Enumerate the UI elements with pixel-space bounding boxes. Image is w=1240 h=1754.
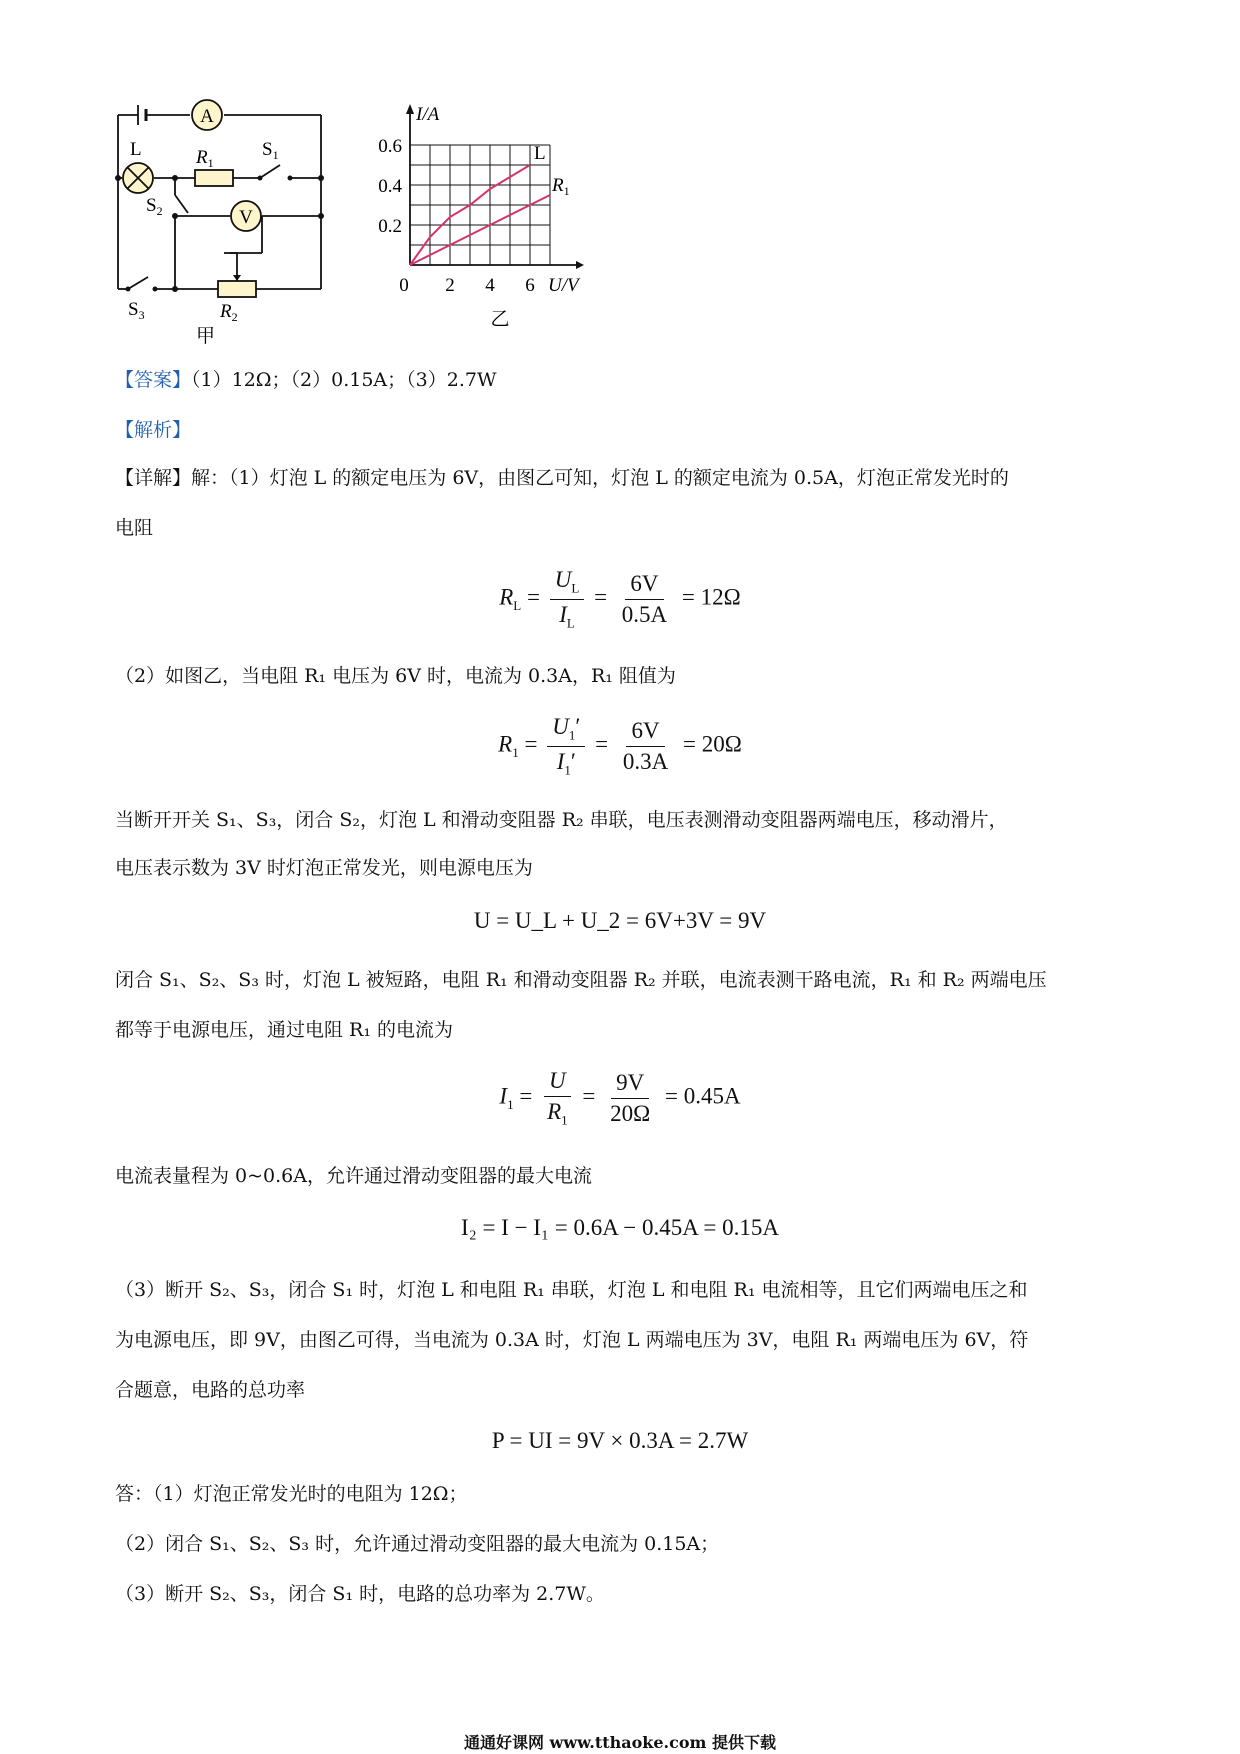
detail-p4-line1: 闭合 S₁、S₂、S₃ 时，灯泡 L 被短路，电阻 R₁ 和滑动变阻器 R₂ 并联，电流表测干路电流，R₁ 和 R₂ 两端电压 — [115, 969, 1047, 991]
y-axis-label: I/A — [416, 104, 440, 125]
answer-line — [115, 368, 496, 392]
detail-p3-line1: 当断开开关 S₁、S₃，闭合 S₂，灯泡 L 和滑动变阻器 R₂ 串联，电压表测滑动变阻器两端电压，移动滑片， — [115, 809, 1008, 831]
detail-p1-line1: 解：（1）灯泡 L 的额定电压为 6V，由图乙可知，灯泡 L 的额定电流为 0.5A，灯泡正常发光时的 — [191, 467, 1009, 489]
x-tick-label: 2 — [445, 275, 455, 296]
svg-text:V: V — [239, 207, 253, 228]
detail-p6-line2: 为电源电压，即 9V，由图乙可得，当电流为 0.3A 时，灯泡 L 两端电压为 3V，电阻 R₁ 两端电压为 6V，符 — [115, 1329, 1029, 1351]
s1-label: $S_1$ — [262, 139, 279, 162]
x-axis-label: U/V — [548, 275, 579, 296]
r2-label: $R_2$ — [220, 301, 238, 324]
equation-4: $I_1$ = $\frac{U}{R_1}$ = $\frac{9V}{20\Omega}$ = 0.45A — [499, 1068, 741, 1128]
detail-p2-line1: （2）如图乙，当电阻 R₁ 电压为 6V 时，电流为 0.3A，R₁ 阻值为 — [115, 665, 676, 687]
detail-p5-line1: 电流表量程为 0~0.6A，允许通过滑动变阻器的最大电流 — [115, 1165, 592, 1187]
y-axis-arrow — [406, 104, 414, 114]
conclusion-line-2: （2）闭合 S₁、S₂、S₃ 时，允许通过滑动变阻器的最大电流为 0.15A； — [115, 1533, 720, 1555]
curve-label-lamp: L — [534, 143, 546, 164]
y-tick-label: 0.4 — [378, 176, 402, 197]
detail-p6-line1: （3）断开 S₂、S₃，闭合 S₁ 时，灯泡 L 和电阻 R₁ 串联，灯泡 L 和电阻 R₁ 电流相等，且它们两端电压之和 — [115, 1279, 1028, 1301]
equation-1: $R_L$ = $\frac{U_L}{I_L}$ = $\frac{6V}{0.5A}$ = 12Ω — [499, 567, 741, 631]
y-tick-label: 0.2 — [378, 216, 402, 237]
svg-text:A: A — [200, 106, 214, 127]
conclusion-line-1: 答：（1）灯泡正常发光时的电阻为 12Ω； — [115, 1483, 468, 1505]
equation-2: $R_1$ = $\frac{U_1'}{I_1'}$ = $\frac{6V}{0.3A}$ = 20Ω — [498, 714, 742, 778]
equation-5: I₂ = I − I₁ = 0.6A − 0.45A = 0.15A — [461, 1215, 779, 1240]
x-tick-label: 0 — [399, 275, 409, 296]
x-tick-label: 6 — [525, 275, 535, 296]
r1-label: $R_1$ — [196, 147, 214, 170]
detail-tag: 【详解】 — [115, 467, 192, 489]
lamp-icon — [123, 163, 153, 193]
voltmeter-icon — [231, 201, 261, 231]
detail-p1-line2: 电阻 — [115, 517, 154, 539]
ammeter-icon — [192, 100, 222, 130]
footer: 通通好课网 www.tthaoke.com 提供下载 — [463, 1733, 777, 1752]
x-axis-arrow — [576, 261, 584, 269]
detail-p6-line3: 合题意，电路的总功率 — [115, 1379, 306, 1401]
lamp-label: L — [130, 139, 142, 160]
s2-label: $S_2$ — [146, 195, 163, 218]
circuit-diagram — [100, 95, 340, 350]
curve-label-r1: $R_1$ — [552, 175, 570, 198]
detail-p3-line2: 电压表示数为 3V 时灯泡正常发光，则电源电压为 — [115, 857, 533, 879]
detail-line-1 — [115, 466, 1009, 490]
figure-jia-caption: 甲 — [196, 326, 216, 347]
answer-tag: 【答案】 — [115, 369, 192, 391]
figure-yi-caption: 乙 — [490, 309, 510, 330]
y-tick-label: 0.6 — [378, 136, 402, 157]
s3-label: $S_3$ — [128, 299, 145, 322]
detail-p4-line2: 都等于电源电压，通过电阻 R₁ 的电流为 — [115, 1019, 454, 1041]
x-tick-label: 4 — [485, 275, 495, 296]
answer-text: （1）12Ω；（2）0.15A；（3）2.7W — [191, 369, 497, 391]
analysis-tag: 【解析】 — [115, 419, 192, 441]
iu-chart — [370, 100, 650, 355]
equation-3: U = U_L + U_2 = 6V+3V = 9V — [473, 908, 767, 933]
equation-6: P = UI = 9V × 0.3A = 2.7W — [491, 1428, 749, 1453]
conclusion-line-3: （3）断开 S₂、S₃，闭合 S₁ 时，电路的总功率为 2.7W。 — [115, 1583, 605, 1605]
